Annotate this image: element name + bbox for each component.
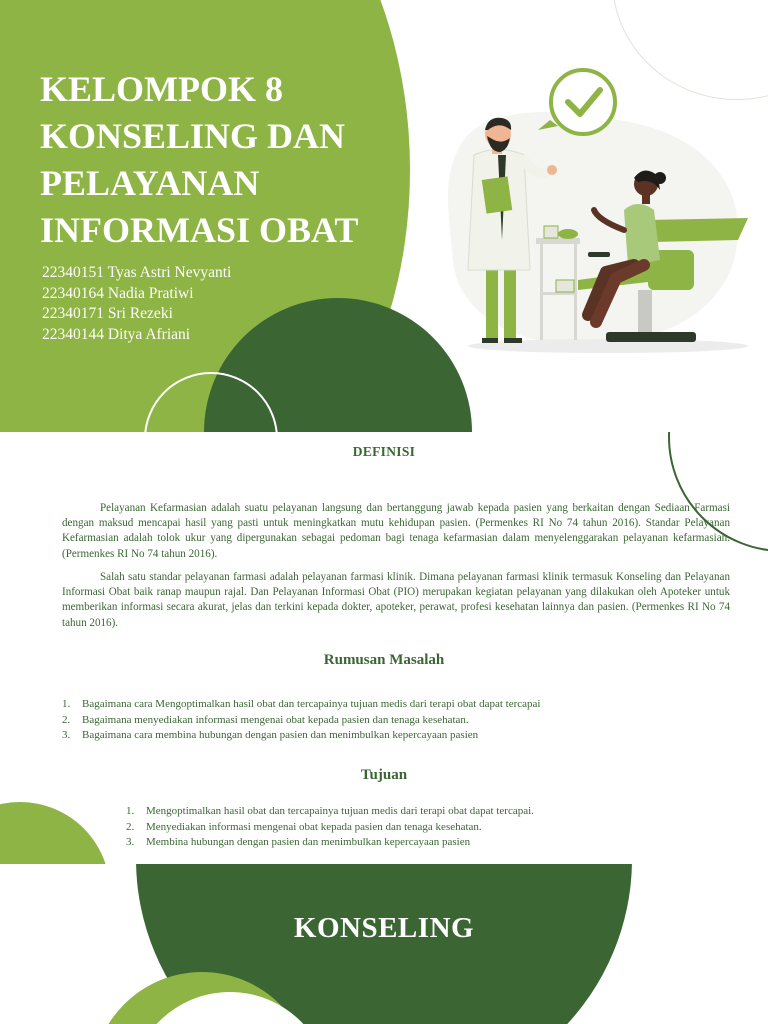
cover-title-line: KELOMPOK 8 bbox=[40, 69, 283, 109]
list-text: Membina hubungan dengan pasien dan menimbulkan kepercayaan pasien bbox=[146, 836, 471, 848]
list-item bbox=[62, 713, 540, 729]
list-item bbox=[126, 820, 534, 836]
problem-statement-list bbox=[62, 697, 540, 744]
counseling-slide bbox=[0, 864, 768, 1024]
list-number: 1. bbox=[126, 805, 135, 817]
member-item: 22340144 Ditya Afriani bbox=[42, 325, 191, 343]
list-text: Mengoptimalkan hasil obat dan tercapainya tujuan medis dari terapi obat dapat tercapai. bbox=[146, 805, 534, 817]
cover-title-line: PELAYANAN bbox=[40, 163, 260, 203]
cover-title-line: KONSELING DAN bbox=[40, 116, 346, 156]
list-item bbox=[62, 728, 540, 744]
list-text: Menyediakan informasi mengenai obat kepada pasien dan tenaga kesehatan. bbox=[146, 820, 482, 833]
list-number: 2. bbox=[62, 713, 71, 726]
list-item bbox=[126, 804, 534, 820]
list-item bbox=[126, 835, 534, 851]
cover-slide bbox=[0, 0, 768, 432]
member-item: 22340151 Tyas Astri Nevyanti bbox=[42, 264, 232, 281]
definition-slide bbox=[0, 432, 768, 864]
checkmark-speech-bubble-icon bbox=[538, 70, 615, 134]
member-item: 22340164 Nadia Pratiwi bbox=[42, 284, 194, 302]
member-list bbox=[42, 263, 231, 345]
member-item: 22340171 Sri Rezeki bbox=[42, 305, 173, 322]
list-text: Bagaimana cara Mengoptimalkan hasil obat dan tercapainya tujuan medis dari terapi obat dapat tercapai bbox=[82, 698, 541, 710]
list-text: Bagaimana cara membina hubungan dengan pasien dan menimbulkan kepercayaan pasien bbox=[82, 729, 479, 741]
list-text: Bagaimana menyediakan informasi mengenai obat kepada pasien dan tenaga kesehatan. bbox=[82, 713, 469, 726]
counseling-title: KONSELING bbox=[293, 912, 475, 944]
problem-statement-heading: Rumusan Masalah bbox=[323, 652, 445, 668]
objectives-heading: Tujuan bbox=[360, 767, 408, 783]
list-number: 3. bbox=[126, 836, 135, 848]
list-number: 2. bbox=[126, 820, 135, 833]
objectives-list bbox=[126, 804, 534, 851]
cover-title bbox=[40, 66, 420, 254]
list-number: 1. bbox=[62, 698, 71, 710]
cover-title-line: INFORMASI OBAT bbox=[40, 210, 359, 250]
definition-paragraph: Salah satu standar pelayanan farmasi adalah pelayanan farmasi klinik. Dimana pelayanan farmasi klinik termasuk Konseling dan Pelayanan Informasi Obat baik ranap maupun rajal. Dan Pelayanan Informasi Obat (PIO) merupakan kegiatan pelayanan yang dilakukan oleh Apoteker untuk memberikan informasi secara akurat, jelas dan terkini kepada dokter, apoteker, perawat, profesi kesehatan lainnya dan pasien. (Permenkes RI No 74 tahun 2016). bbox=[62, 571, 730, 629]
decorative-blob-light bbox=[0, 802, 110, 864]
definition-heading: DEFINISI bbox=[352, 444, 416, 459]
list-number: 3. bbox=[62, 729, 71, 741]
pharmacist-patient-illustration bbox=[438, 60, 758, 360]
definition-paragraph: Pelayanan Kefarmasian adalah suatu pelayanan langsung dan bertanggung jawab kepada pasien yang berkaitan dengan Sediaan Farmasi dengan maksud mencapai hasil yang pasti untuk meningkatkan mutu kehidupan pasien. (Permenkes RI No 74 tahun 2016). Standar Pelayanan Kefarmasian adalah tolok ukur yang dipergunakan sebagai pedoman bagi tenaga kefarmasian dalam menyelenggarakan pelayanan kefarmasian. (Permenkes RI No 74 tahun 2016). bbox=[62, 502, 730, 560]
list-item bbox=[62, 697, 540, 713]
